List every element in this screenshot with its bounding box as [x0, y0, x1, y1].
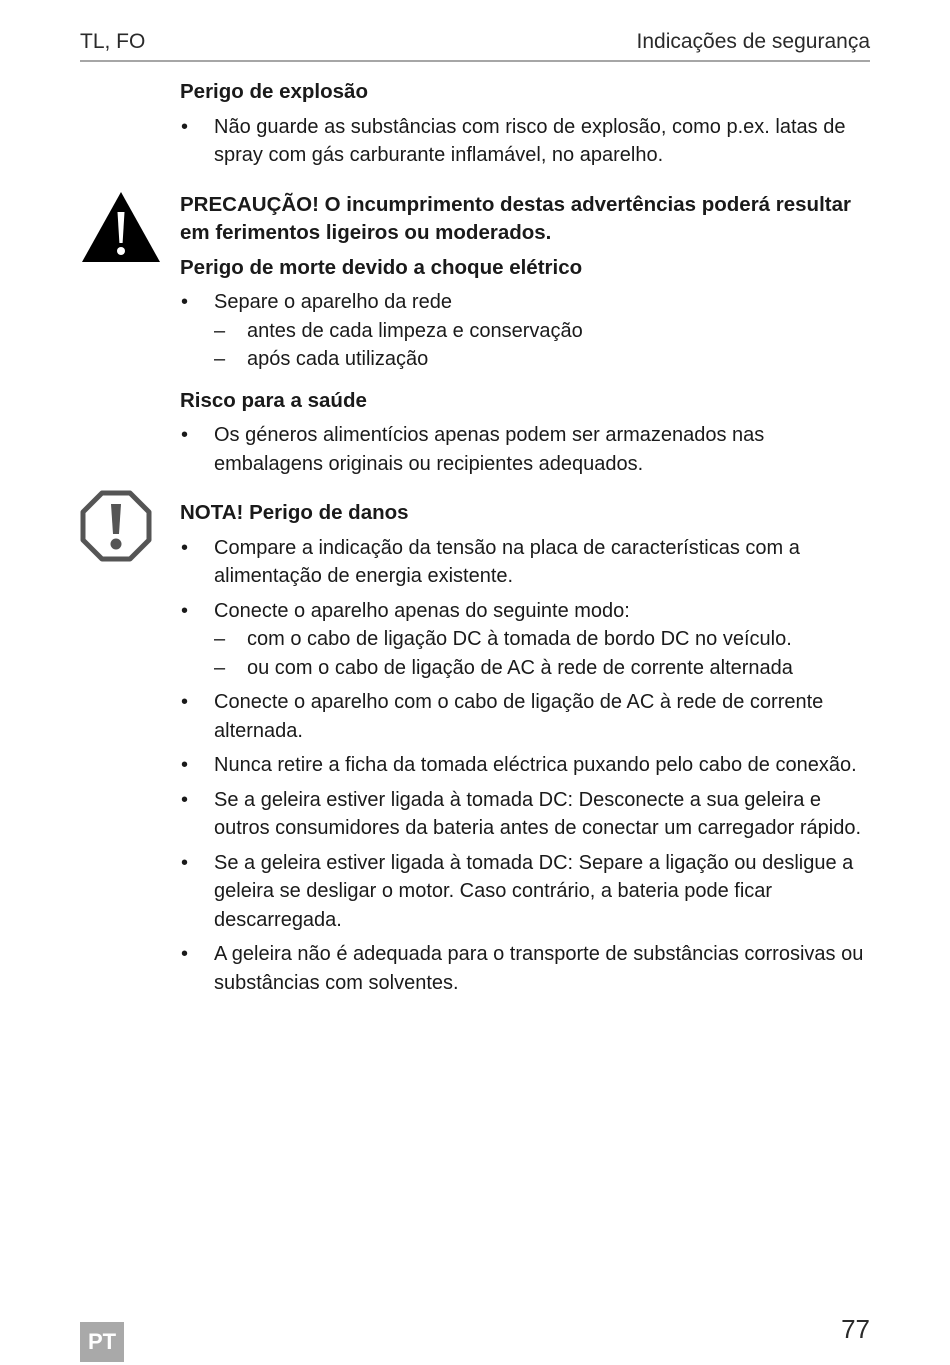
warning-triangle-icon: [80, 190, 162, 264]
sub-list-item: – antes de cada limpeza e conservação: [214, 317, 872, 346]
section-title-health: Risco para a saúde: [180, 388, 367, 412]
language-badge: PT: [80, 1322, 124, 1362]
notice-octagon-icon: [80, 490, 152, 562]
list-item: • Não guarde as substâncias com risco de explosão, como p.ex. latas de spray com gás carburante inflamável, no aparelho.: [180, 113, 872, 170]
list-item: [180, 288, 872, 374]
sub-list-item: – após cada utilização: [214, 345, 872, 374]
sub-list-item: – ou com o cabo de ligação de AC à rede de corrente alternada: [214, 654, 872, 683]
sub-list-item: – com o cabo de ligação DC à tomada de bordo DC no veículo.: [214, 625, 872, 654]
header-model: TL, FO: [80, 30, 146, 53]
list-item: [180, 597, 872, 683]
header-section-title: Indicações de segurança: [636, 30, 870, 53]
section-notice: [180, 499, 872, 997]
section-title-shock: Perigo de morte devido a choque elétrico: [180, 255, 583, 279]
list-item: • Conecte o aparelho com o cabo de ligação de AC à rede de corrente alternada.: [180, 688, 872, 745]
list-item: • Nunca retire a ficha da tomada eléctrica puxando pelo cabo de conexão.: [180, 751, 872, 780]
page-header: [80, 28, 870, 62]
list-item-text: Separe o aparelho da rede: [214, 291, 452, 313]
list-item: • A geleira não é adequada para o transporte de substâncias corrosivas ou substâncias com solventes.: [180, 940, 872, 997]
list-item: • Os géneros alimentícios apenas podem ser armazenados nas embalagens originais ou recipientes adequados.: [180, 421, 872, 478]
list-item: • Se a geleira estiver ligada à tomada DC: Desconecte a sua geleira e outros consumidores da bateria antes de conectar um carregador rápido.: [180, 786, 872, 843]
caution-heading: PRECAUÇÃO! O incumprimento destas advertências poderá resultar em ferimentos ligeiros ou moderados.: [180, 192, 851, 244]
section-explosion: [180, 78, 872, 170]
section-title-explosion: Perigo de explosão: [180, 80, 368, 103]
main-content: [180, 78, 872, 1010]
notice-heading: NOTA! Perigo de danos: [180, 501, 409, 524]
list-item: • Se a geleira estiver ligada à tomada DC: Separe a ligação ou desligue a geleira se desligar o motor. Caso contrário, a bateria pode ficar descarregada.: [180, 849, 872, 935]
section-health: [180, 387, 872, 479]
list-item-text: Conecte o aparelho apenas do seguinte modo:: [214, 599, 630, 622]
page-number: 77: [841, 1314, 870, 1344]
section-shock: [180, 254, 872, 374]
list-item: • Compare a indicação da tensão na placa de características com a alimentação de energia existente.: [180, 534, 872, 591]
